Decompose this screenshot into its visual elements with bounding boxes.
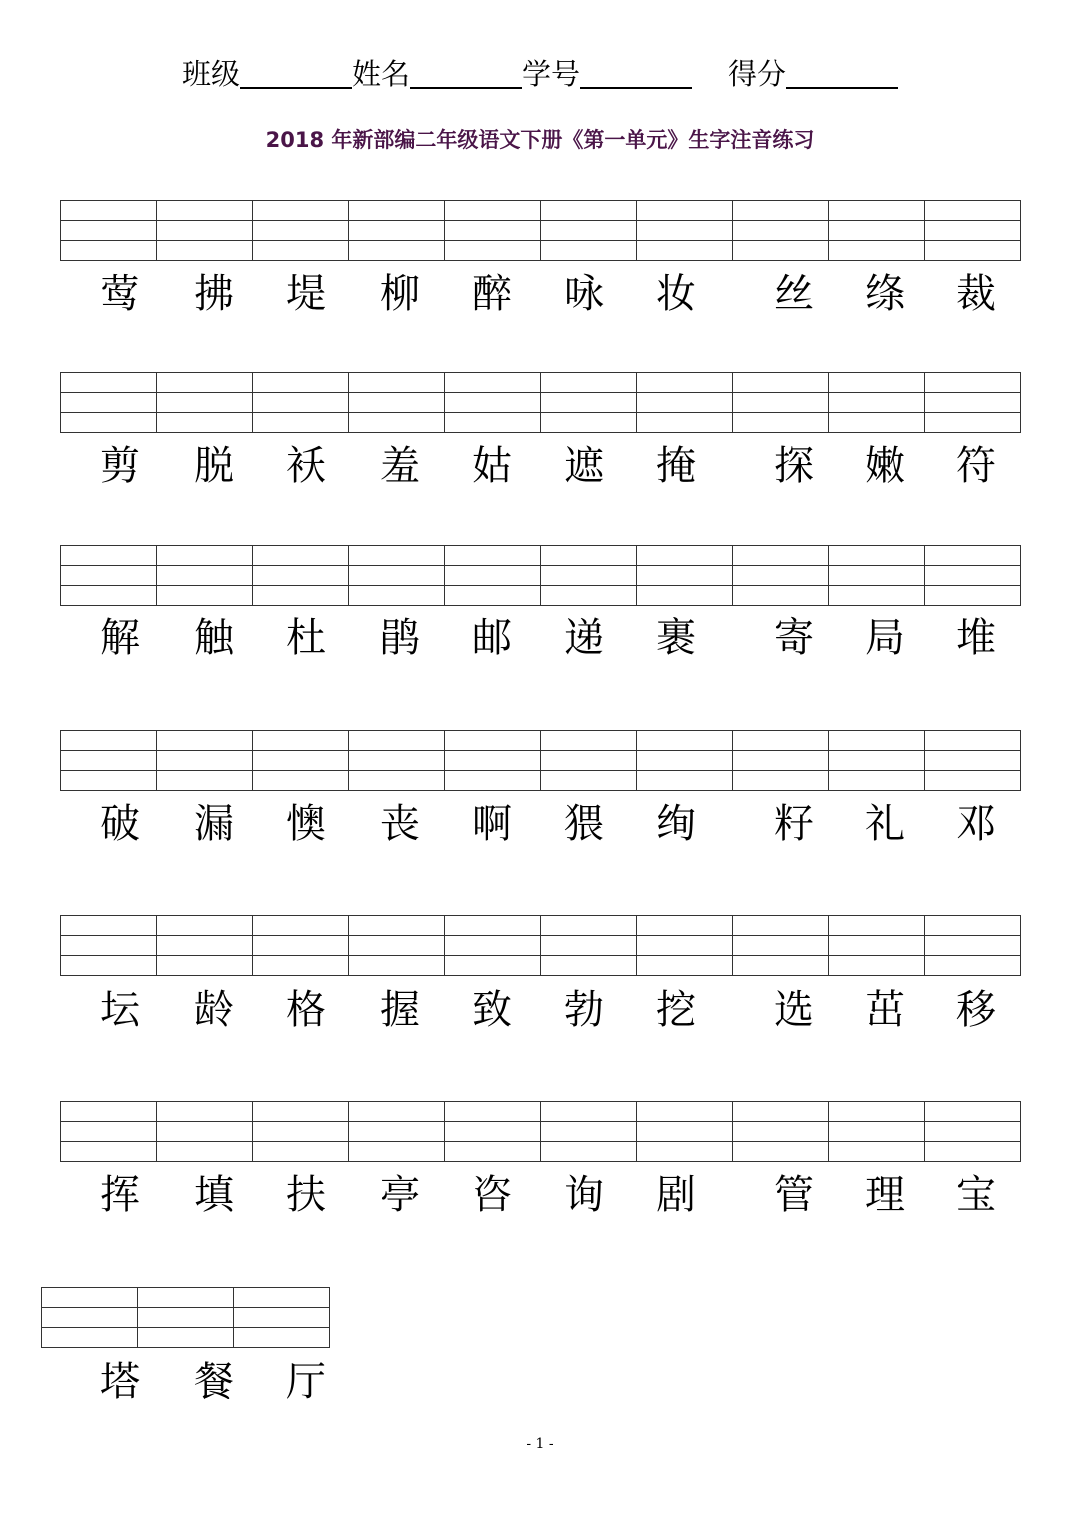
character: 局 (865, 615, 905, 661)
name-field[interactable] (352, 52, 522, 93)
character: 鹃 (380, 615, 420, 661)
worksheet-title: 2018 年新部编二年级语文下册《第一单元》生字注音练习 (265, 128, 815, 152)
score-label: 得分 (728, 57, 787, 91)
character: 扶 (286, 1172, 326, 1218)
pinyin-grid-row-1[interactable] (60, 200, 1021, 261)
name-label: 姓名 (351, 57, 410, 91)
class-label: 班级 (181, 57, 240, 91)
pinyin-grid-row-4[interactable] (60, 730, 1021, 791)
pinyin-grid-row-6[interactable] (60, 1101, 1021, 1162)
character: 龄 (194, 987, 234, 1033)
character: 堤 (286, 271, 326, 317)
class-blank[interactable] (240, 87, 352, 89)
character: 坛 (100, 987, 140, 1033)
character: 掩 (656, 443, 696, 489)
character: 选 (774, 987, 814, 1033)
character: 挥 (100, 1172, 140, 1218)
character-row-2 (60, 436, 1020, 496)
character: 探 (774, 443, 814, 489)
character: 致 (472, 987, 512, 1033)
character: 咨 (472, 1172, 512, 1218)
character: 餐 (194, 1359, 234, 1405)
character: 袄 (286, 443, 326, 489)
character: 漏 (194, 801, 234, 847)
pinyin-grid-row-7[interactable] (41, 1287, 330, 1348)
character: 莺 (100, 271, 140, 317)
student-info-header (0, 52, 1080, 93)
character: 破 (100, 801, 140, 847)
score-field[interactable] (728, 52, 898, 93)
character: 符 (956, 443, 996, 489)
character: 杜 (286, 615, 326, 661)
character: 妆 (656, 271, 696, 317)
character: 挖 (656, 987, 696, 1033)
character: 猥 (564, 801, 604, 847)
character: 管 (774, 1172, 814, 1218)
character: 堆 (956, 615, 996, 661)
character: 勃 (564, 987, 604, 1033)
page-number: - 1 - (526, 1436, 554, 1452)
character: 裹 (656, 615, 696, 661)
student-number-label: 学号 (522, 57, 581, 91)
character: 邓 (956, 801, 996, 847)
character: 解 (100, 615, 140, 661)
character-row-1 (60, 264, 1020, 324)
student-number-blank[interactable] (580, 87, 692, 89)
character: 遮 (564, 443, 604, 489)
character: 宝 (956, 1172, 996, 1218)
pinyin-grid-row-2[interactable] (60, 372, 1021, 433)
character: 塔 (100, 1359, 140, 1405)
character: 寄 (774, 615, 814, 661)
class-field[interactable] (182, 52, 352, 93)
character: 咏 (564, 271, 604, 317)
character: 拂 (194, 271, 234, 317)
character: 触 (194, 615, 234, 661)
character: 脱 (194, 443, 234, 489)
character: 移 (956, 987, 996, 1033)
character: 递 (564, 615, 604, 661)
character: 握 (380, 987, 420, 1033)
pinyin-grid-row-3[interactable] (60, 545, 1021, 606)
character-row-7 (60, 1352, 1020, 1412)
character: 裁 (956, 271, 996, 317)
character: 剧 (656, 1172, 696, 1218)
name-blank[interactable] (410, 87, 522, 89)
character: 羞 (380, 443, 420, 489)
character: 格 (286, 987, 326, 1033)
character: 啊 (472, 801, 512, 847)
character-row-6 (60, 1165, 1020, 1225)
character: 懊 (286, 801, 326, 847)
character: 丝 (774, 271, 814, 317)
character: 厅 (286, 1359, 326, 1405)
character-row-4 (60, 794, 1020, 854)
character: 醉 (472, 271, 512, 317)
character: 剪 (100, 443, 140, 489)
pinyin-grid-row-5[interactable] (60, 915, 1021, 976)
character: 邮 (472, 615, 512, 661)
score-blank[interactable] (786, 87, 898, 89)
character: 礼 (865, 801, 905, 847)
student-number-field[interactable] (522, 52, 692, 93)
character: 丧 (380, 801, 420, 847)
character: 亭 (380, 1172, 420, 1218)
character: 茁 (865, 987, 905, 1033)
character: 籽 (774, 801, 814, 847)
character: 姑 (472, 443, 512, 489)
character: 询 (564, 1172, 604, 1218)
character: 理 (865, 1172, 905, 1218)
character-row-5 (60, 980, 1020, 1040)
character: 绚 (656, 801, 696, 847)
character: 嫩 (865, 443, 905, 489)
character: 柳 (380, 271, 420, 317)
character-row-3 (60, 608, 1020, 668)
character: 填 (194, 1172, 234, 1218)
character: 绦 (865, 271, 905, 317)
